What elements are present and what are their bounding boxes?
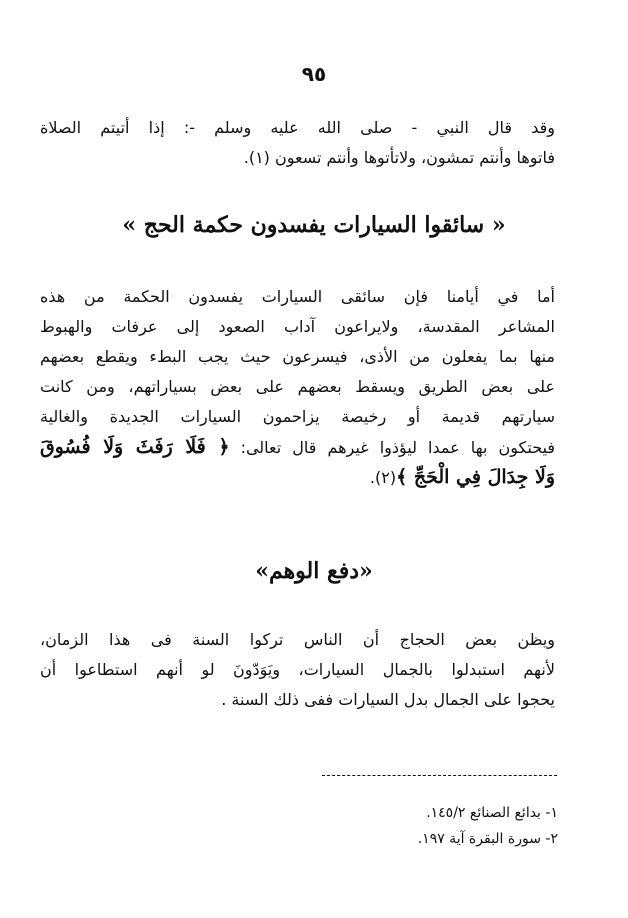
drivers-line-2: المشاعر المقدسة، ولايراعون آداب الصعود إلى عرفات والهبوط — [40, 317, 555, 336]
intro-line-2: فاتوها وأنتم تمشون، ولاتأتوها وأنتم تسعون (١). — [243, 148, 555, 167]
footnote-separator — [322, 775, 557, 776]
footnote-1: ١- بدائع الصنائع ١٤٥/٢. — [426, 805, 558, 821]
drivers-line-6-text: فيحتكون بها عمدا ليؤذوا غيرهم قال تعالى: — [240, 438, 555, 457]
drivers-paragraph — [40, 282, 555, 492]
quran-reference: (٢). — [369, 468, 397, 487]
quran-verse-part-2: وَلَا جِدَالَ فِي الْحَجِّ ﴾ — [396, 466, 555, 488]
drivers-line-6 — [40, 432, 555, 462]
quran-verse-part-1: ﴿ فَلَا رَفَثَ وَلَا فُسُوقَ — [40, 436, 230, 458]
drivers-line-3: منها بما يفعلون من الأذى، فيسرعون حيث يجب البطء ويقطع بعضهم — [40, 347, 555, 366]
page-number: ٩٥ — [301, 62, 327, 86]
misconception-line-1: ويظن بعض الحجاج أن الناس تركوا السنة فى هذا الزمان، — [40, 630, 555, 649]
misconception-line-2: لأنهم استبدلوا بالجمال السيارات، ويَوَدّونَ لو أنهم استطاعوا أن — [40, 660, 555, 679]
footnotes — [418, 800, 558, 852]
intro-line-1: وقد قال النبي - صلى الله عليه وسلم -: إذا أتيتم الصلاة — [40, 118, 555, 137]
intro-paragraph — [40, 113, 555, 173]
misconception-line-3: يحجوا على الجمال بدل السيارات ففى ذلك السنة . — [221, 690, 555, 709]
misconception-paragraph — [40, 625, 555, 715]
section-heading-drivers: « سائقوا السيارات يفسدون حكمة الحج » — [122, 212, 506, 238]
section-heading-misconception: «دفع الوهم» — [255, 558, 373, 584]
drivers-line-1: أما في أيامنا فإن سائقى السيارات يفسدون الحكمة من هذه — [40, 287, 555, 306]
footnote-2: ٢- سورة البقرة آية ١٩٧. — [417, 831, 558, 847]
drivers-line-5: سيارتهم قديمة أو رخيصة يزاحمون السيارات الجديدة والغالية — [40, 407, 555, 426]
drivers-line-4: على بعض الطريق ويسقط بعضهم على بعض بسياراتهم، ومن كانت — [40, 377, 555, 396]
drivers-line-7 — [40, 462, 555, 492]
